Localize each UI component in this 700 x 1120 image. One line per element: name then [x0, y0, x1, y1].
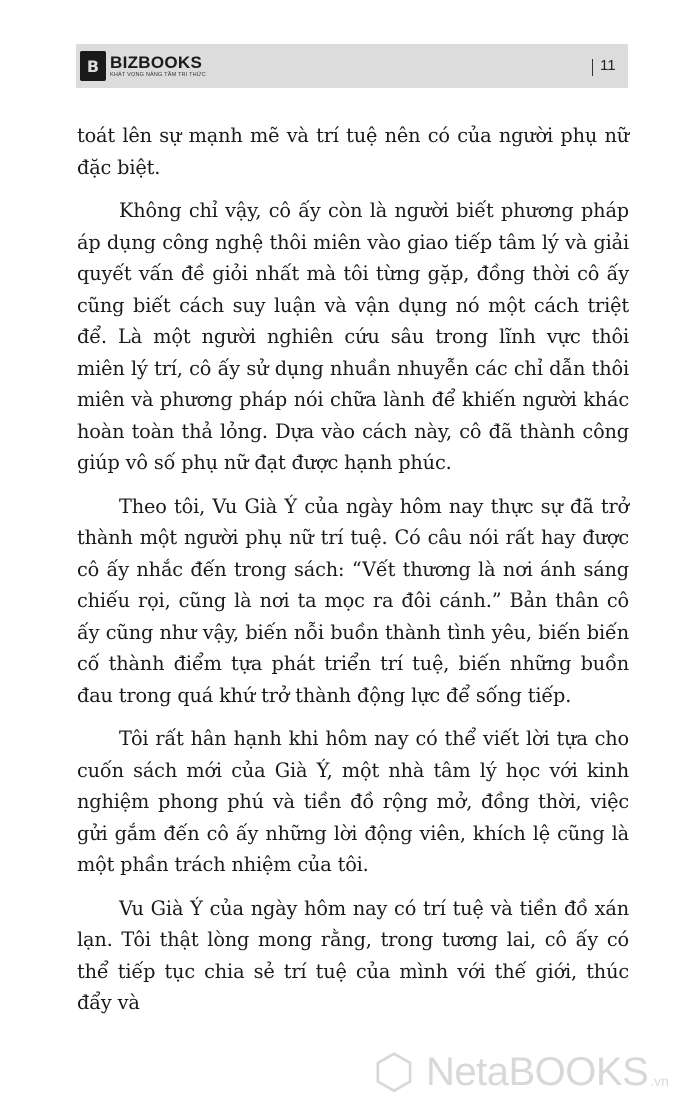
brand-name: BIZBOOKS	[110, 52, 203, 72]
paragraph-1: toát lên sự mạnh mẽ và trí tuệ nên có của người phụ nữ đặc biệt.	[77, 124, 629, 179]
page-number: 11	[600, 57, 616, 74]
watermark-text: NetaBOOKS	[426, 1049, 649, 1094]
watermark	[366, 1040, 669, 1104]
netabooks-logo-icon: ⬡	[373, 1044, 415, 1100]
publisher-logo	[80, 50, 206, 82]
header-divider	[592, 59, 593, 76]
body-text	[77, 120, 629, 1019]
watermark-suffix: .vn	[650, 1073, 669, 1089]
book-brand-icon: B	[80, 51, 106, 81]
paragraph-4: Tôi rất hân hạnh khi hôm nay có thể viết lời tựa cho cuốn sách mới của Già Ý, một nhà tâm lý học với kinh nghiệm phong phú và tiền đồ rộng mở, đồng thời, việc gửi gắm đến cô ấy những lời động viên, khích lệ cũng là một phần trách nhiệm của tôi.	[77, 727, 629, 876]
paragraph-3: Theo tôi, Vu Già Ý của ngày hôm nay thực sự đã trở thành một người phụ nữ trí tuệ. Có câu nói rất hay được cô ấy nhắc đến trong sách: “Vết thương là nơi ánh sáng chiếu rọi, cũng là nơi ta mọc ra đôi cánh.” Bản thân cô ấy cũng như vậy, biến nỗi buồn thành tình yêu, biến biến cố thành điểm tựa phát triển trí tuệ, biến những buồn đau trong quá khứ trở thành động lực để sống tiếp.	[77, 494, 629, 707]
paragraph-5: Vu Già Ý của ngày hôm nay có trí tuệ và tiền đồ xán lạn. Tôi thật lòng mong rằng, trong tương lai, cô ấy có thể tiếp tục chia sẻ trí tuệ của mình với thế giới, thúc đẩy và	[77, 896, 629, 1014]
paragraph-2: Không chỉ vậy, cô ấy còn là người biết phương pháp áp dụng công nghệ thôi miên vào giao tiếp tâm lý và giải quyết vấn đề giỏi nhất mà tôi từng gặp, đồng thời cô ấy cũng biết cách suy luận và vận dụng nó một cách triệt để. Là một người nghiên cứu sâu trong lĩnh vực thôi miên lý trí, cô ấy sử dụng nhuần nhuyễn các chỉ dẫn thôi miên và phương pháp nói chữa lành để khiến người khác hoàn toàn thả lỏng. Dựa vào cách này, cô đã thành công giúp vô số phụ nữ đạt được hạnh phúc.	[77, 199, 629, 474]
brand-tagline: KHÁT VỌNG NÂNG TẦM TRI THỨC	[110, 71, 206, 78]
